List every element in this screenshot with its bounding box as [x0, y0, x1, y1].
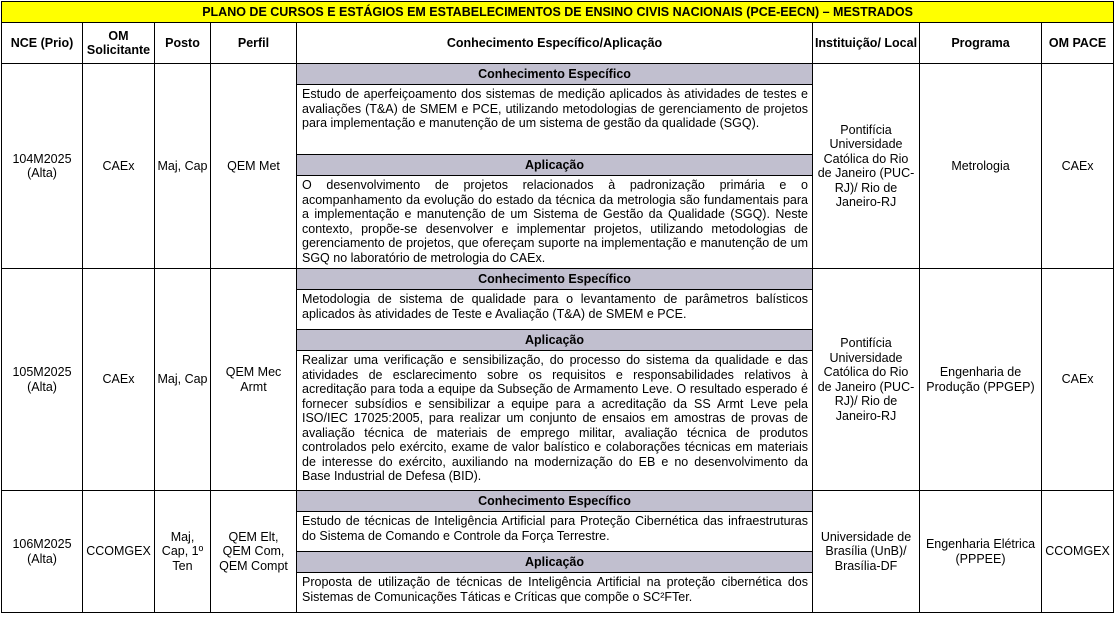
- conhecimento-text: Metodologia de sistema de qualidade para o levantamento de parâmetros balísticos aplicados às atividades de Teste e Avaliação (T&A) de SMEM e PCE.: [297, 290, 812, 330]
- aplicacao-label: Aplicação: [297, 155, 812, 176]
- nce-cell: [2, 64, 83, 269]
- instituicao-cell: Pontifícia Universidade Católica do Rio de Janeiro (PUC-RJ)/ Rio de Janeiro-RJ: [813, 269, 920, 491]
- instituicao-cell: Pontifícia Universidade Católica do Rio de Janeiro (PUC-RJ)/ Rio de Janeiro-RJ: [813, 64, 920, 269]
- posto-cell: Maj, Cap: [155, 269, 211, 491]
- conhecimento-text: Estudo de aperfeiçoamento dos sistemas de medição aplicados às atividades de testes e avaliações (T&A) de SMEM e PCE, utilizando metodologias de gerenciamento de projetos para implementação e manutenção de um sistema de gestão da qualidade (SGQ).: [297, 85, 812, 155]
- conhecimento-cell: [297, 269, 813, 491]
- om-solicitante-cell: CAEx: [83, 269, 155, 491]
- programa-cell: Engenharia Elétrica (PPPEE): [920, 491, 1042, 613]
- perfil-cell: QEM Met: [211, 64, 297, 269]
- nce-code: 104M2025: [12, 151, 72, 166]
- nce-code: 106M2025: [12, 537, 72, 551]
- nce-priority: (Alta): [27, 379, 57, 394]
- nce-cell: [2, 491, 83, 613]
- header-perfil: Perfil: [211, 23, 297, 64]
- header-instituicao: Instituição/ Local: [813, 23, 920, 64]
- om-pace-cell: CAEx: [1042, 64, 1114, 269]
- conhecimento-text: Estudo de técnicas de Inteligência Artificial para Proteção Cibernética das infraestruturas do Sistema de Comando e Controle da Força Terrestre.: [297, 512, 812, 552]
- courses-table: [1, 1, 1114, 613]
- conhecimento-label: Conhecimento Específico: [297, 491, 812, 512]
- perfil-cell: QEM Mec Armt: [211, 269, 297, 491]
- conhecimento-cell: [297, 64, 813, 269]
- om-solicitante-cell: CCOMGEX: [83, 491, 155, 613]
- posto-cell: Maj, Cap, 1º Ten: [155, 491, 211, 613]
- nce-cell: [2, 269, 83, 491]
- programa-cell: Engenharia de Produção (PPGEP): [920, 269, 1042, 491]
- header-nce: NCE (Prio): [2, 23, 83, 64]
- om-solicitante-cell: CAEx: [83, 64, 155, 269]
- nce-priority: (Alta): [27, 551, 57, 566]
- table-row: [2, 269, 1114, 491]
- header-programa: Programa: [920, 23, 1042, 64]
- posto-cell: Maj, Cap: [155, 64, 211, 269]
- table-title: PLANO DE CURSOS E ESTÁGIOS EM ESTABELECIMENTOS DE ENSINO CIVIS NACIONAIS (PCE-EECN) – MESTRADOS: [2, 2, 1114, 23]
- aplicacao-label: Aplicação: [297, 552, 812, 573]
- instituicao-cell: Universidade de Brasília (UnB)/ Brasília-DF: [813, 491, 920, 613]
- table-row: [2, 491, 1114, 613]
- conhecimento-label: Conhecimento Específico: [297, 64, 812, 85]
- aplicacao-text: Proposta de utilização de técnicas de Inteligência Artificial na proteção cibernética dos Sistemas de Comunicações Táticas e Críticas que compõe o SC²FTer.: [302, 575, 808, 604]
- nce-priority: (Alta): [27, 166, 57, 180]
- perfil-cell: QEM Elt, QEM Com, QEM Compt: [211, 491, 297, 613]
- header-om-solicitante: OM Solicitante: [83, 23, 155, 64]
- programa-cell: Metrologia: [920, 64, 1042, 269]
- nce-code: 105M2025: [12, 365, 72, 379]
- header-posto: Posto: [155, 23, 211, 64]
- aplicacao-label: Aplicação: [297, 330, 812, 351]
- table-row: [2, 64, 1114, 269]
- om-pace-cell: CCOMGEX: [1042, 491, 1114, 613]
- conhecimento-cell: [297, 491, 813, 613]
- aplicacao-text: Realizar uma verificação e sensibilização, do processo do sistema da qualidade e das atividades de esclarecimento sobre os requisitos e responsabilidades relativos à acreditação para toda a equipe da Subseção de Armamento Leve. O resultado esperado é fornecer subsídios e sensibilizar a equipe para a acreditação da SS Armt Leve pela ISO/IEC 17025:2005, para realizar um conjunto de ensaios em amostras de provas de avaliação técnica de materiais de emprego militar, avaliação técnica de produtos controlados pelo exército, exame de valor balístico e colaborações técnicas em materiais de interesse do exército, auxiliando na modernização do EB e no desenvolvimento da Base Industrial de Defesa (BID).: [302, 353, 808, 483]
- conhecimento-label: Conhecimento Específico: [297, 269, 812, 290]
- header-om-pace: OM PACE: [1042, 23, 1114, 64]
- aplicacao-text: O desenvolvimento de projetos relacionados à padronização primária e o acompanhamento da evolução do estado da técnica da metrologia são fundamentais para a implementação e manutenção de um Sistema de Gestão da Qualidade (SGQ). Neste contexto, propõe-se desenvolver e implementar projetos, utilizando metodologias de gerenciamento de projetos, que ofereçam suporte na implementação e manutenção de um SGQ no laboratório de metrologia do CAEx.: [302, 178, 808, 265]
- om-pace-cell: CAEx: [1042, 269, 1114, 491]
- header-conhecimento: Conhecimento Específico/Aplicação: [297, 23, 813, 64]
